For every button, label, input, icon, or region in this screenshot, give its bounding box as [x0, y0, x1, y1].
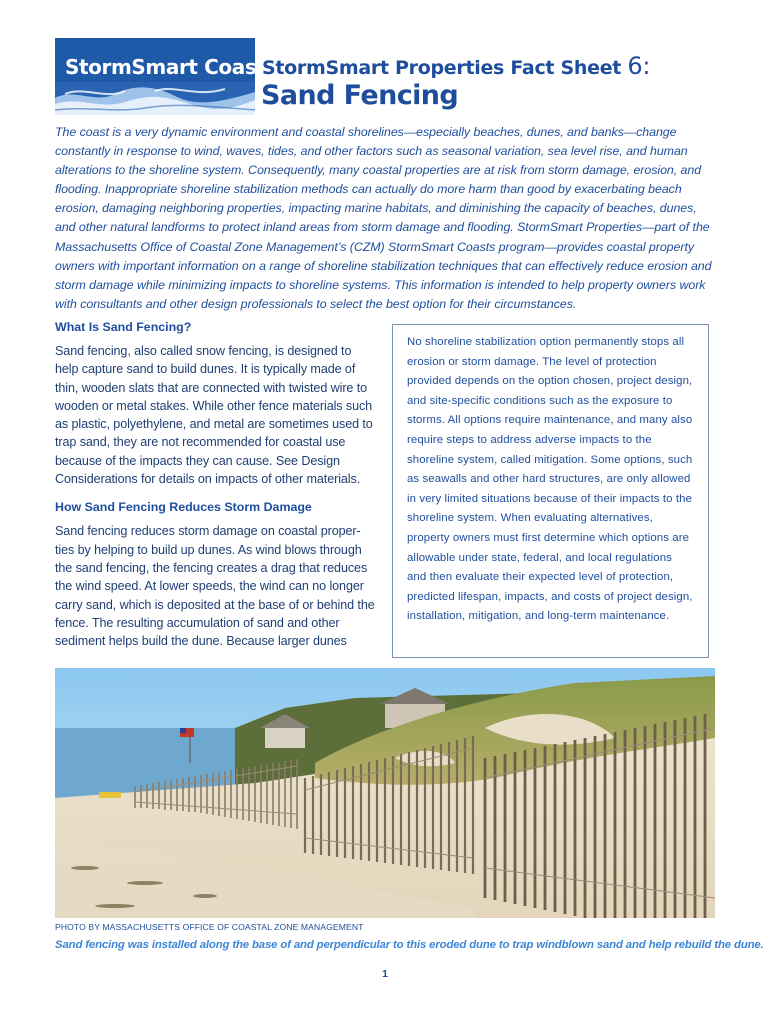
section-heading-what-is: What Is Sand Fencing?	[55, 320, 192, 334]
section-heading-storm-damage: How Sand Fencing Reduces Storm Damage	[55, 500, 312, 515]
section-body-what-is: Sand fencing, also called snow fencing, is designed to help capture sand to build dunes. It is typically made of thin, wooden slats that are connected with twisted wire to wooden or metal stakes. While other fence materials such as plastic, polyethylene, and metal are sometimes used to trap sand, they are not recommended for coastal use because of the impacts they can cause. See Design Considerations for details on impacts of other materials.	[55, 344, 373, 487]
stormsmart-coasts-logo	[55, 38, 278, 115]
section-body-storm-damage: Sand fencing reduces storm damage on coastal proper-ties by helping to build up dunes. As wind blows through the sand fencing, the fencing creates a drag that reduces the wind speed. At lower speeds, the wind can no longer carry sand, which is deposited at the base of or behind the fence. The resulting accumulation of sand and other sediment helps build the dune. Because larger dunes	[55, 524, 375, 649]
intro-paragraph: The coast is a very dynamic environment and coastal shorelines—especially beaches, dunes, and banks—change constantly in response to wind, waves, tides, and other factors such as seasonal variation, sea level rise, and human alterations to the shoreline system. Consequently, many coastal properties are at risk from storm damage, erosion, and flooding. Inappropriate shoreline stabilization methods can actually do more harm than good by exacerbating beach erosion, damaging neighboring properties, impacting marine habitats, and diminishing the capacity of beaches, dunes, and other natural landforms to protect inland areas from storm damage and flooding. StormSmart Properties—part of the Massachusetts Office of Coastal Zone Management’s (CZM) StormSmart Coasts program—provides coastal property owners with important information on a range of shoreline stabilization techniques that can effectively reduce erosion and storm damage while minimizing impacts to shoreline systems. This information is intended to help property owners work with consultants and other design professionals to select the best option for their circumstances.	[55, 125, 712, 311]
fact-sheet-label-text: StormSmart Properties Fact Sheet	[262, 57, 622, 79]
sand-fencing-photo	[55, 668, 715, 918]
photo-caption: Sand fencing was installed along the base of and perpendicular to this eroded dune to trap windblown sand and help rebuild the dune.	[55, 939, 764, 951]
logo-wave-graphic	[55, 82, 255, 115]
fact-sheet-number: 6:	[627, 52, 651, 80]
page-title: Sand Fencing	[261, 80, 459, 111]
page-number: 1	[382, 968, 388, 980]
callout-text: No shoreline stabilization option permanently stops all erosion or storm damage. The level of protection provided depends on the option chosen, project design, and site-specific conditions such as the exposure to storms. All options require maintenance, and many also require steps to address adverse impacts to the shoreline system, called mitigation. Some options, such as seawalls and other hard structures, are only allowed in very limited situations because of their impacts to the shoreline system. When evaluating alternatives, property owners must first determine which options are allowable under state, federal, and local regulations and then evaluate their expected level of protection, predicted lifespan, impacts, and costs of project design, installation, mitigation, and long-term maintenance.	[407, 336, 693, 623]
dune-photo-illustration	[55, 668, 715, 918]
photo-credit: PHOTO BY MASSACHUSETTS OFFICE OF COASTAL ZONE MANAGEMENT	[55, 922, 364, 932]
fact-sheet-label	[262, 52, 650, 80]
callout-box	[392, 324, 709, 658]
logo-text: StormSmart Coasts	[65, 55, 278, 79]
left-column	[55, 320, 375, 662]
